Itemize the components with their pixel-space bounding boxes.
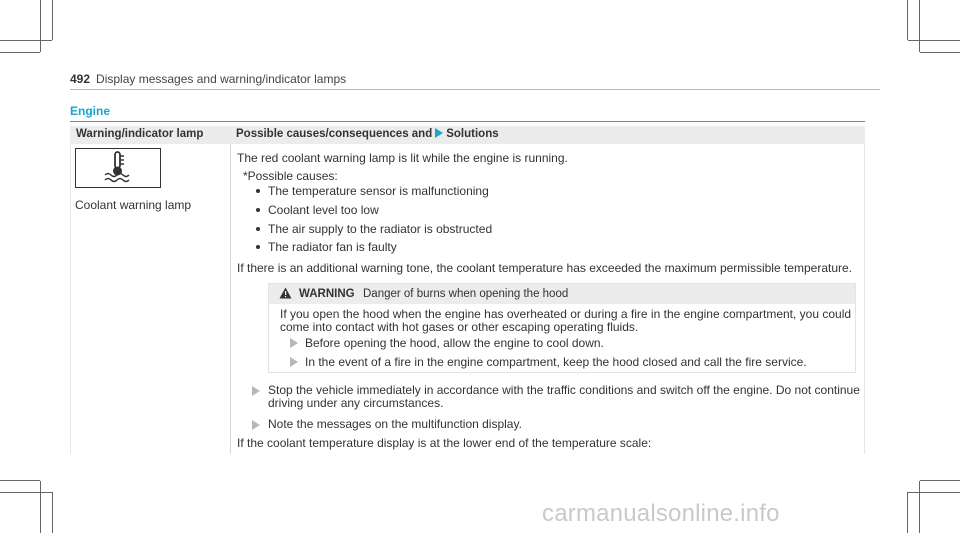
warning-subtitle: Danger of burns when opening the hood	[363, 288, 569, 300]
crop-mark	[919, 0, 920, 52]
warning-box	[268, 283, 856, 373]
crop-mark	[52, 0, 53, 40]
header-title: Display messages and warning/indicator lamps	[96, 72, 347, 86]
crop-mark	[0, 52, 40, 53]
warning-header	[269, 284, 855, 304]
step-text-line1: Stop the vehicle immediately in accordance with the traffic conditions and switch off the engine. Do not continue	[268, 383, 860, 397]
list-item: The radiator fan is faulty	[268, 240, 397, 254]
step-arrow-icon	[290, 338, 298, 348]
warning-text-line2: come into contact with hot gases or other escaping operating fluids.	[280, 320, 639, 334]
warning-step: Before opening the hood, allow the engine to cool down.	[305, 336, 604, 350]
warning-text-line1: If you open the hood when the engine has overheated or during a fire in the engine compartment, you could	[280, 307, 852, 321]
section-rule	[70, 121, 865, 122]
bullet-icon	[256, 208, 260, 212]
step-arrow-icon	[252, 420, 260, 430]
header-rule	[70, 89, 880, 90]
crop-mark	[52, 492, 53, 533]
table-header	[70, 126, 865, 144]
list-item: The temperature sensor is malfunctioning	[268, 184, 489, 198]
crop-mark	[907, 492, 908, 533]
footer-text: If the coolant temperature display is at the lower end of the temperature scale:	[237, 436, 652, 450]
col-header-lamp: Warning/indicator lamp	[76, 128, 204, 140]
table-border-left	[70, 144, 71, 454]
bullet-icon	[256, 227, 260, 231]
intro-text: The red coolant warning lamp is lit while the engine is running.	[237, 151, 568, 165]
additional-tone-text: If there is an additional warning tone, the coolant temperature has exceeded the maximum permissible temperature.	[237, 261, 852, 275]
table-border-right	[864, 144, 865, 454]
crop-mark	[907, 0, 908, 40]
step-arrow-icon	[290, 357, 298, 367]
warning-title: WARNING	[299, 288, 355, 300]
section-title: Engine	[70, 104, 111, 118]
lamp-label: Coolant warning lamp	[75, 198, 192, 212]
coolant-warning-lamp	[75, 148, 161, 188]
step-text: Note the messages on the multifunction display.	[268, 417, 522, 431]
crop-mark	[0, 40, 52, 41]
list-item: Coolant level too low	[268, 203, 379, 217]
crop-mark	[0, 480, 40, 481]
bullet-icon	[256, 245, 260, 249]
warning-step: In the event of a fire in the engine compartment, keep the hood closed and call the fire service.	[305, 355, 807, 369]
page-header	[70, 72, 346, 86]
crop-mark	[920, 480, 960, 481]
crop-mark	[908, 492, 960, 493]
crop-mark	[40, 0, 41, 52]
crop-mark	[920, 52, 960, 53]
crop-mark	[40, 481, 41, 533]
crop-mark	[908, 40, 960, 41]
coolant-temperature-icon	[76, 149, 159, 186]
watermark: carmanualsonline.info	[542, 500, 780, 527]
page-number: 492	[70, 72, 91, 86]
solutions-arrow-icon	[435, 128, 443, 138]
crop-mark	[919, 481, 920, 533]
crop-mark	[0, 492, 52, 493]
warning-triangle-icon	[279, 287, 292, 299]
step-text-line2: driving under any circumstances.	[268, 396, 444, 410]
col-header-causes-text: Possible causes/consequences and	[236, 128, 433, 140]
possible-causes-label: *Possible causes:	[243, 169, 338, 183]
col-header-causes	[236, 128, 499, 140]
step-arrow-icon	[252, 386, 260, 396]
list-item: The air supply to the radiator is obstructed	[268, 222, 493, 236]
column-divider	[230, 144, 231, 454]
bullet-icon	[256, 189, 260, 193]
col-header-solutions: Solutions	[446, 128, 499, 140]
